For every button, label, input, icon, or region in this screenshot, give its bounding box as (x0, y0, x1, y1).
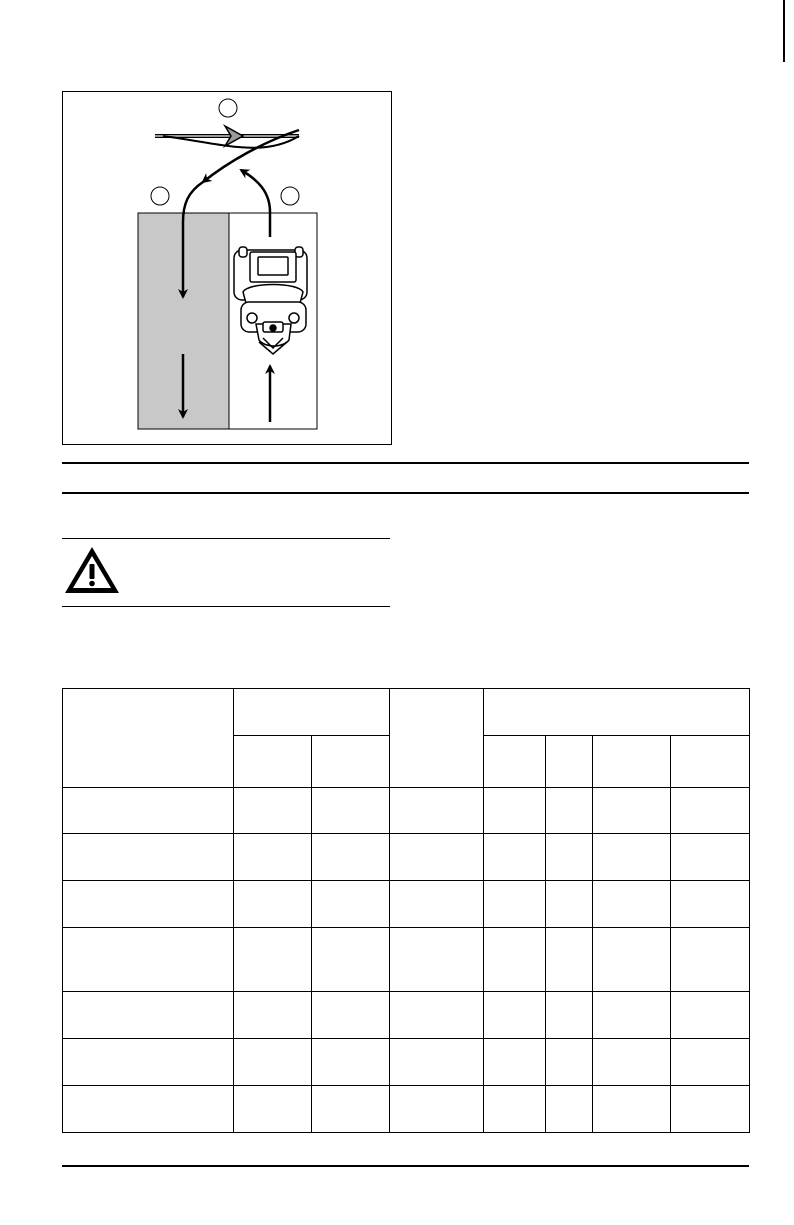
table-cell (546, 928, 593, 992)
section-rule-top (62, 462, 749, 464)
table-cell (234, 992, 312, 1039)
table-cell (671, 992, 750, 1039)
table-cell (546, 992, 593, 1039)
table-subheader-cell (234, 736, 312, 788)
table-cell (671, 834, 750, 881)
table-cell (312, 834, 390, 881)
table-cell (593, 788, 671, 834)
callout-circle-1 (219, 99, 237, 117)
table-cell (63, 881, 234, 928)
table-cell (484, 992, 546, 1039)
table-header-cell (484, 689, 750, 736)
table-cell (390, 992, 484, 1039)
callout-circle-3 (281, 187, 299, 205)
table-header-row-1 (63, 689, 750, 736)
table-cell (63, 788, 234, 834)
table-cell (63, 1039, 234, 1086)
crop-mark (783, 0, 785, 62)
table-cell (484, 881, 546, 928)
table-cell (671, 928, 750, 992)
table-row (63, 788, 750, 834)
table-cell (671, 881, 750, 928)
table-row (63, 1086, 750, 1133)
table-cell (593, 1086, 671, 1133)
table-cell (593, 1039, 671, 1086)
table-row (63, 834, 750, 881)
table-cell (546, 881, 593, 928)
table-cell (312, 928, 390, 992)
table-subheader-cell (484, 736, 546, 788)
table-header-cell (63, 689, 234, 788)
mowing-pattern-diagram (63, 92, 391, 444)
table-cell (484, 928, 546, 992)
table-cell (390, 834, 484, 881)
table-row (63, 928, 750, 992)
table-cell (312, 992, 390, 1039)
table-cell (234, 834, 312, 881)
table-subheader-cell (593, 736, 671, 788)
table-cell (671, 788, 750, 834)
table-cell (390, 1039, 484, 1086)
table-cell (671, 1039, 750, 1086)
table-cell (312, 1086, 390, 1133)
table-cell (234, 881, 312, 928)
table-subheader-cell (312, 736, 390, 788)
table-cell (484, 834, 546, 881)
table-cell (312, 788, 390, 834)
table-cell (546, 1086, 593, 1133)
mowing-pattern-figure (62, 91, 392, 445)
spec-table (62, 688, 750, 1133)
table-cell (63, 992, 234, 1039)
table-cell (593, 881, 671, 928)
table-cell (484, 1086, 546, 1133)
table-row (63, 881, 750, 928)
table-cell (312, 1039, 390, 1086)
table-cell (390, 1086, 484, 1133)
table-cell (546, 834, 593, 881)
table-cell (593, 992, 671, 1039)
table-cell (234, 1086, 312, 1133)
table-cell (63, 834, 234, 881)
table-cell (546, 1039, 593, 1086)
table-cell (234, 1039, 312, 1086)
warning-rule-bottom (62, 606, 390, 607)
table-subheader-cell (671, 736, 750, 788)
callout-circle-2 (151, 187, 169, 205)
table-cell (390, 928, 484, 992)
warning-triangle-icon (62, 544, 122, 596)
table-cell (593, 834, 671, 881)
table-header-cell (390, 689, 484, 788)
section-rule-bottom (62, 492, 749, 494)
table-cell (312, 881, 390, 928)
table-cell (593, 928, 671, 992)
table-cell (63, 1086, 234, 1133)
table-cell (234, 788, 312, 834)
table-header-cell (234, 689, 390, 736)
table-cell (234, 928, 312, 992)
table-cell (484, 1039, 546, 1086)
footer-rule (62, 1165, 749, 1167)
table-row (63, 1039, 750, 1086)
table-subheader-cell (546, 736, 593, 788)
table-cell (390, 881, 484, 928)
table-cell (390, 788, 484, 834)
table-row (63, 992, 750, 1039)
table-cell (484, 788, 546, 834)
table-cell (671, 1086, 750, 1133)
table-cell (546, 788, 593, 834)
warning-rule-top (62, 538, 390, 539)
table-cell (63, 928, 234, 992)
